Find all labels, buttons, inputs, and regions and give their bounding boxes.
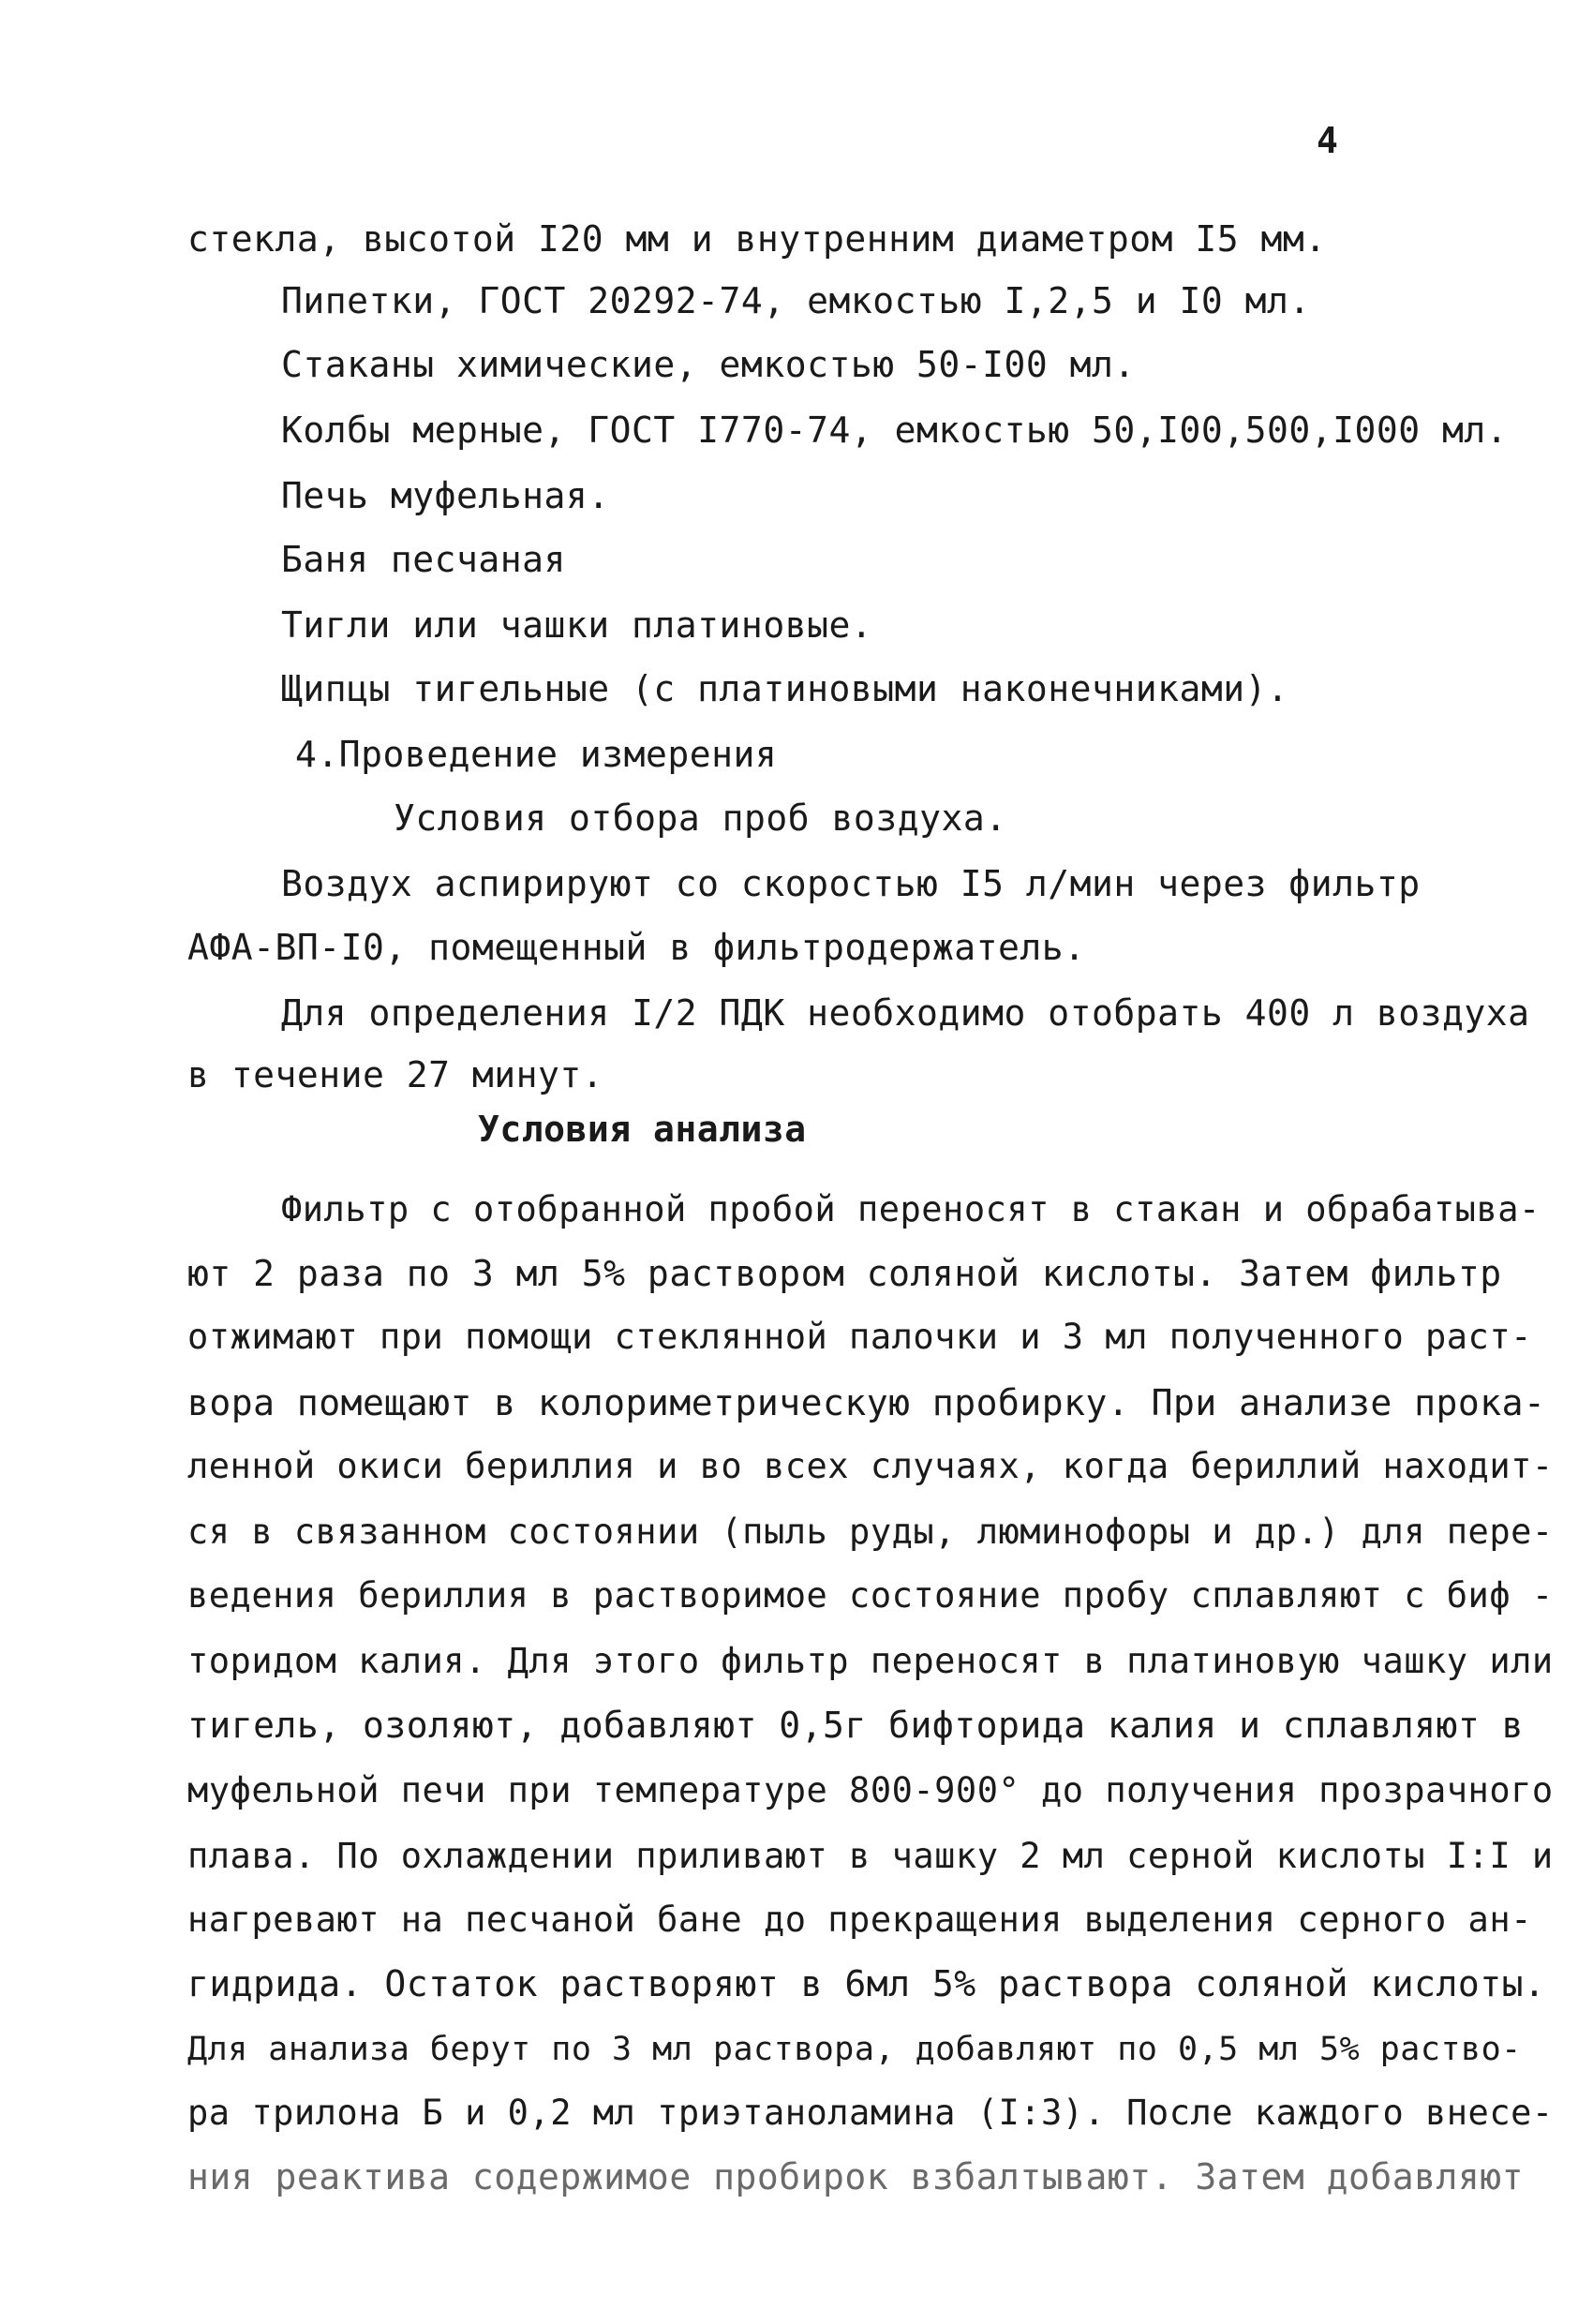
analysis-line: ведения бериллия в растворимое состояние пробу сплавляют с биф -	[187, 1575, 1554, 1616]
analysis-line: ся в связанном состоянии (пыль руды, люминофоры и др.) для пере-	[187, 1512, 1554, 1552]
analysis-heading: Условия анализа	[478, 1109, 807, 1150]
analysis-line: отжимают при помощи стеклянной палочки и 3 мл полученного раст-	[187, 1317, 1532, 1357]
analysis-line: муфельной печи при температуре 800-900° до получения прозрачного	[187, 1770, 1554, 1810]
sampling-line: АФА-ВП-I0, помещенный в фильтродержатель.	[187, 927, 1086, 968]
analysis-line: вора помещают в колориметрическую пробирку. При анализе прока-	[187, 1382, 1546, 1423]
equipment-line: Баня песчаная	[281, 539, 566, 580]
analysis-line: ленной окиси бериллия и во всех случаях, когда бериллий находит-	[187, 1446, 1554, 1486]
equipment-line: Стаканы химические, емкостью 50-I00 мл.	[281, 344, 1136, 385]
sampling-line: Воздух аспирируют со скоростью I5 л/мин через фильтр	[281, 863, 1421, 904]
equipment-line: Щипцы тигельные (с платиновыми наконечниками).	[281, 668, 1289, 709]
sampling-heading: Условия отбора проб воздуха.	[394, 797, 1007, 839]
equipment-line: Колбы мерные, ГОСТ I770-74, емкостью 50,I00,500,I000 мл.	[281, 410, 1509, 451]
equipment-line: Тигли или чашки платиновые.	[281, 604, 873, 646]
section-heading: 4.Проведение измерения	[295, 734, 778, 775]
analysis-line: тигель, озоляют, добавляют 0,5г бифторида калия и сплавляют в	[187, 1705, 1525, 1746]
analysis-line: ют 2 раза по 3 мл 5% раствором соляной кислоты. Затем фильтр	[187, 1253, 1502, 1294]
equipment-line: Пипетки, ГОСТ 20292-74, емкостью I,2,5 и I0 мл.	[281, 280, 1311, 321]
analysis-line: плава. По охлаждении приливают в чашку 2 мл серной кислоты I:I и	[187, 1836, 1554, 1876]
analysis-line: ра трилона Б и 0,2 мл триэтаноламина (I:3). После каждого внесе-	[187, 2093, 1554, 2133]
analysis-line: ния реактива содержимое пробирок взбалтывают. Затем добавляют	[187, 2156, 1525, 2197]
sampling-line: в течение 27 минут.	[187, 1054, 604, 1095]
analysis-line: торидом калия. Для этого фильтр переносят в платиновую чашку или	[187, 1641, 1554, 1681]
sampling-line: Для определения I/2 ПДК необходимо отобрать 400 л воздуха	[281, 992, 1530, 1034]
analysis-line: Фильтр с отобранной пробой переносят в стакан и обрабатыва-	[281, 1189, 1541, 1229]
equipment-line: Печь муфельная.	[281, 475, 610, 516]
page-number: 4	[1317, 120, 1338, 161]
analysis-line: Для анализа берут по 3 мл раствора, добавляют по 0,5 мл 5% раство-	[187, 2031, 1522, 2068]
analysis-line: нагревают на песчаной бане до прекращения выделения серного ан-	[187, 1899, 1532, 1940]
equipment-line: стекла, высотой I20 мм и внутренним диаметром I5 мм.	[187, 218, 1327, 260]
analysis-line: гидрида. Остаток растворяют в 6мл 5% раствора соляной кислоты.	[187, 1963, 1546, 2004]
